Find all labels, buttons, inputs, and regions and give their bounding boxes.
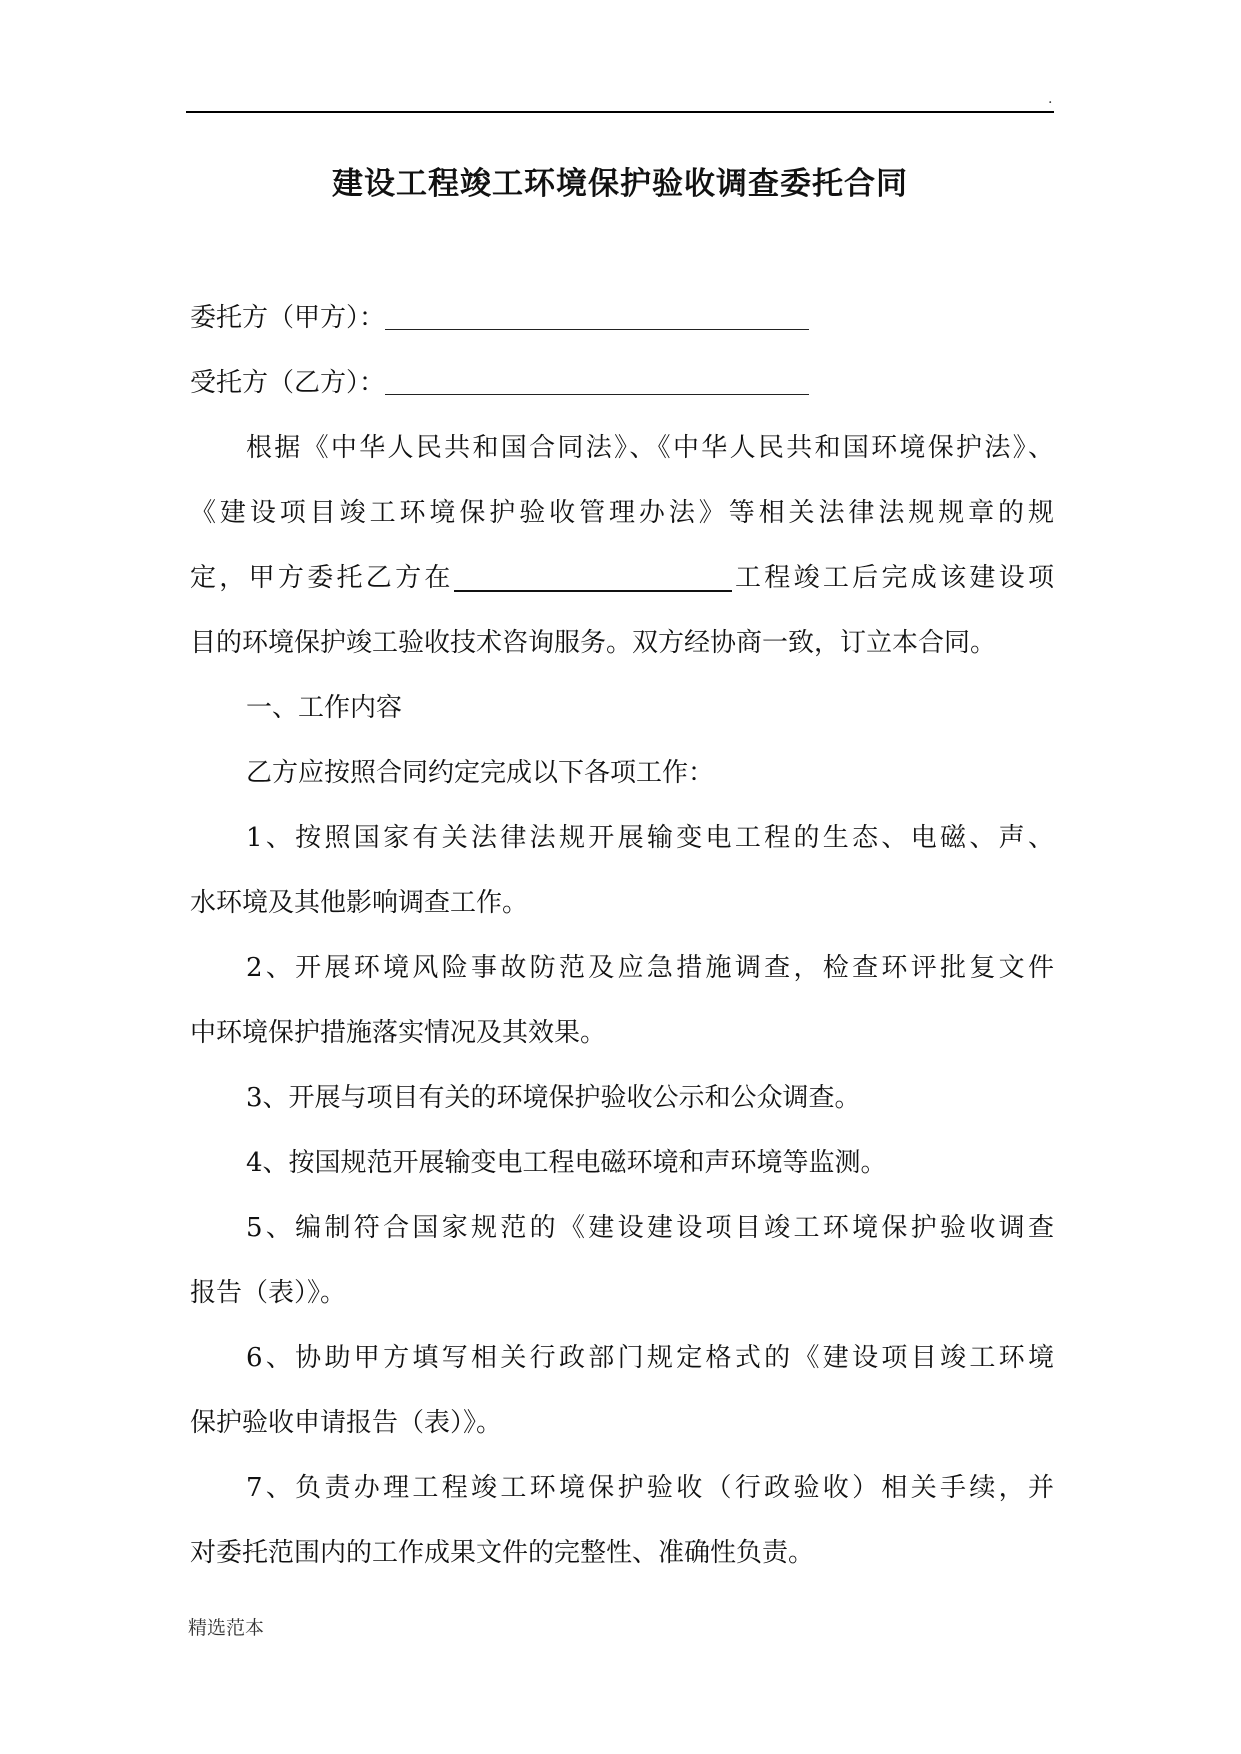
item-5-line-1: 5、编制符合国家规范的《建设建设项目竣工环境保护验收调查	[246, 1213, 1054, 1243]
party-a-label: 委托方（甲方）：	[190, 303, 386, 333]
preamble-line-1: 根据《中华人民共和国合同法》、《中华人民共和国环境保护法》、	[246, 433, 1054, 463]
party-b-line	[190, 351, 1054, 416]
item-2	[190, 936, 1054, 1066]
item-6-line-1: 6、协助甲方填写相关行政部门规定格式的《建设项目竣工环境	[246, 1343, 1054, 1373]
party-b-label: 受托方（乙方）：	[190, 368, 386, 398]
item-2-line-1: 2、开展环境风险事故防范及应急措施调查，检查环评批复文件	[246, 953, 1054, 983]
item-5	[190, 1196, 1054, 1326]
item-3-line-1: 3、开展与项目有关的环境保护验收公示和公众调查。	[246, 1083, 861, 1113]
item-1-line-2: 水环境及其他影响调查工作。	[190, 888, 529, 918]
document-title: 建设工程竣工环境保护验收调查委托合同	[332, 166, 908, 202]
project-name-blank	[454, 589, 732, 592]
party-b-blank	[385, 393, 809, 395]
item-6-line-2: 保护验收申请报告（表）》。	[190, 1408, 503, 1438]
footer-text: 精选范本	[188, 1617, 265, 1639]
item-7-line-2: 对委托范围内的工作成果文件的完整性、准确性负责。	[190, 1538, 815, 1568]
header-rule	[186, 111, 1054, 113]
item-4-line-1: 4、按国规范开展输变电工程电磁环境和声环境等监测。	[246, 1148, 887, 1178]
preamble-line-3-start: 定，甲方委托乙方在	[190, 563, 454, 593]
section-heading: 一、工作内容	[246, 693, 403, 723]
party-a-blank	[385, 328, 809, 330]
party-a-line	[190, 286, 1054, 351]
preamble-line-4: 目的环境保护竣工验收技术咨询服务。双方经协商一致，订立本合同。	[190, 628, 997, 658]
item-4	[190, 1131, 1054, 1196]
item-6	[190, 1326, 1054, 1456]
section-intro: 乙方应按照合同约定完成以下各项工作：	[246, 758, 715, 788]
item-5-line-2: 报告（表）》。	[190, 1278, 347, 1308]
item-7	[190, 1456, 1054, 1586]
item-2-line-2: 中环境保护措施落实情况及其效果。	[190, 1018, 607, 1048]
preamble-line-3-end: 工程竣工后完成该建设项	[731, 563, 1054, 593]
item-1	[190, 806, 1054, 936]
preamble-line-2: 《建设项目竣工环境保护验收管理办法》等相关法律法规规章的规	[190, 498, 1054, 528]
item-3	[190, 1066, 1054, 1131]
preamble-line-3	[190, 546, 1054, 611]
document-body	[190, 286, 1054, 1586]
item-1-line-1: 1、按照国家有关法律法规开展输变电工程的生态、电磁、声、	[246, 823, 1054, 853]
item-7-line-1: 7、负责办理工程竣工环境保护验收（行政验收）相关手续，并	[246, 1473, 1054, 1503]
header-dot: .	[1048, 91, 1053, 107]
